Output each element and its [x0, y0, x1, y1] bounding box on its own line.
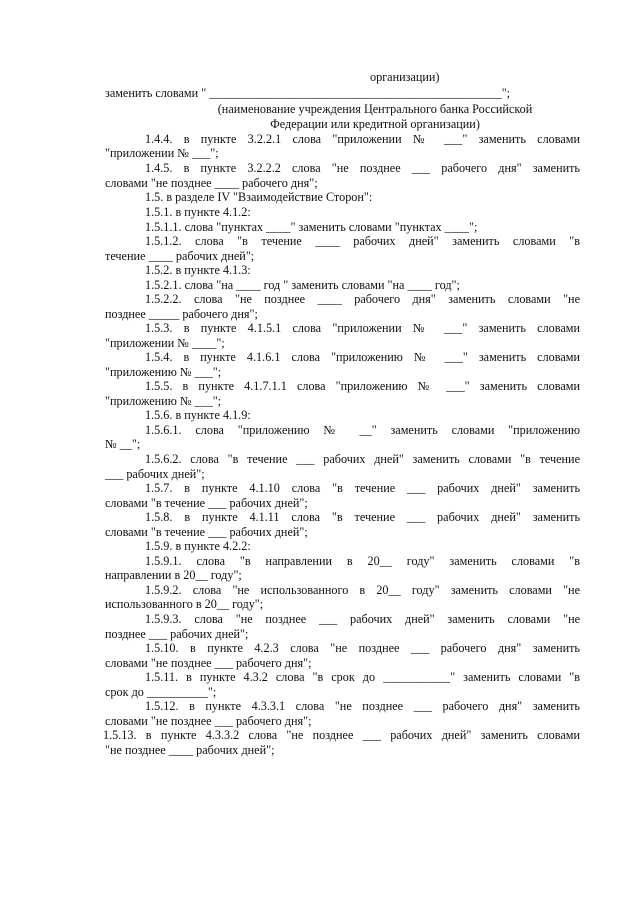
item-1-5-9-1-cont: направлении в 20__ году"; [105, 568, 242, 582]
item-1-5-6-1: 1.5.6.1. слова "приложению № __" заменить словами "приложению [145, 423, 580, 437]
item-1-5-13: 1.5.13. в пункте 4.3.3.2 слова "не позднее ___ рабочих дней" заменить словами [103, 728, 580, 742]
institution-caption-line2: Федерации или кредитной организации) [270, 117, 480, 131]
item-1-5-5-cont: "приложению № ___"; [105, 394, 222, 408]
item-1-5-9-2: 1.5.9.2. слова "не использованного в 20__ году" заменить словами "не [145, 583, 580, 597]
item-1-4-5-cont: словами "не позднее ____ рабочего дня"; [105, 176, 318, 190]
item-1-5-4-cont: "приложению № ___"; [105, 365, 222, 379]
item-1-5-8: 1.5.8. в пункте 4.1.11 слова "в течение ___ рабочих дней" заменить [145, 510, 580, 524]
item-1-5-10: 1.5.10. в пункте 4.2.3 слова "не позднее ___ рабочего дня" заменить [145, 641, 580, 655]
item-1-5-9-2-cont: использованного в 20__ году"; [105, 597, 264, 611]
item-1-5-9: 1.5.9. в пункте 4.2.2: [145, 539, 251, 553]
item-1-5-4: 1.5.4. в пункте 4.1.6.1 слова "приложению № ___" заменить словами [145, 350, 580, 364]
item-1-4-4: 1.4.4. в пункте 3.2.2.1 слова "приложении № ___" заменить словами [145, 132, 580, 146]
item-1-5-7: 1.5.7. в пункте 4.1.10 слова "в течение ___ рабочих дней" заменить [145, 481, 580, 495]
item-1-5-11-cont: срок до __________"; [105, 685, 217, 699]
item-1-5-9-3: 1.5.9.3. слова "не позднее ___ рабочих дней" заменить словами "не [145, 612, 580, 626]
item-1-5-6-2-cont: ___ рабочих дней"; [105, 467, 205, 481]
item-1-5-8-cont: словами "в течение ___ рабочих дней"; [105, 525, 308, 539]
item-1-5-1-2: 1.5.1.2. слова "в течение ____ рабочих дней" заменить словами "в [145, 234, 580, 248]
item-1-5-9-1: 1.5.9.1. слова "в направлении в 20__ году" заменить словами "в [145, 554, 580, 568]
item-1-5-11: 1.5.11. в пункте 4.3.2 слова "в срок до ___________" заменить словами "в [145, 670, 580, 684]
item-1-4-5: 1.4.5. в пункте 3.2.2.2 слова "не позднее ___ рабочего дня" заменить [145, 161, 580, 175]
item-1-5-1-2-cont: течение ____ рабочих дней"; [105, 249, 255, 263]
institution-caption-line1: (наименование учреждения Центрального банка Российской [217, 102, 533, 116]
item-1-5-6-2: 1.5.6.2. слова "в течение ___ рабочих дней" заменить словами "в течение [145, 452, 580, 466]
item-1-5-10-cont: словами "не позднее ___ рабочего дня"; [105, 656, 312, 670]
item-1-5-12-cont: словами "не позднее ___ рабочего дня"; [105, 714, 312, 728]
item-1-5-2: 1.5.2. в пункте 4.1.3: [145, 263, 251, 277]
item-1-5-2-1: 1.5.2.1. слова "на ____ год " заменить словами "на ____ год"; [145, 278, 460, 292]
item-1-5-13-cont: "не позднее ____ рабочих дней"; [105, 743, 275, 757]
item-1-5-3-cont: "приложении № ____"; [105, 336, 225, 350]
item-1-5-7-cont: словами "в течение ___ рабочих дней"; [105, 496, 308, 510]
header-organization-line: организации) [370, 70, 440, 84]
replace-with-words-line: заменить словами " ________________________________________________"; [105, 86, 511, 100]
item-1-5: 1.5. в разделе IV "Взаимодействие Сторон": [145, 190, 373, 204]
item-1-5-5: 1.5.5. в пункте 4.1.7.1.1 слова "приложению № ___" заменить словами [145, 379, 580, 393]
item-1-5-1: 1.5.1. в пункте 4.1.2: [145, 205, 251, 219]
item-1-5-6-1-cont: № __"; [105, 437, 141, 451]
item-1-5-1-1: 1.5.1.1. слова "пунктах ____" заменить словами "пунктах ____"; [145, 220, 478, 234]
item-1-5-2-2-cont: позднее _____ рабочего дня"; [105, 307, 258, 321]
item-1-5-6: 1.5.6. в пункте 4.1.9: [145, 408, 251, 422]
item-1-5-12: 1.5.12. в пункте 4.3.3.1 слова "не позднее ___ рабочего дня" заменить [145, 699, 580, 713]
item-1-5-9-3-cont: позднее ___ рабочих дней"; [105, 627, 249, 641]
item-1-5-3: 1.5.3. в пункте 4.1.5.1 слова "приложении № ___" заменить словами [145, 321, 580, 335]
item-1-4-4-cont: "приложении № ___"; [105, 146, 219, 160]
item-1-5-2-2: 1.5.2.2. слова "не позднее ____ рабочего дня" заменить словами "не [145, 292, 580, 306]
